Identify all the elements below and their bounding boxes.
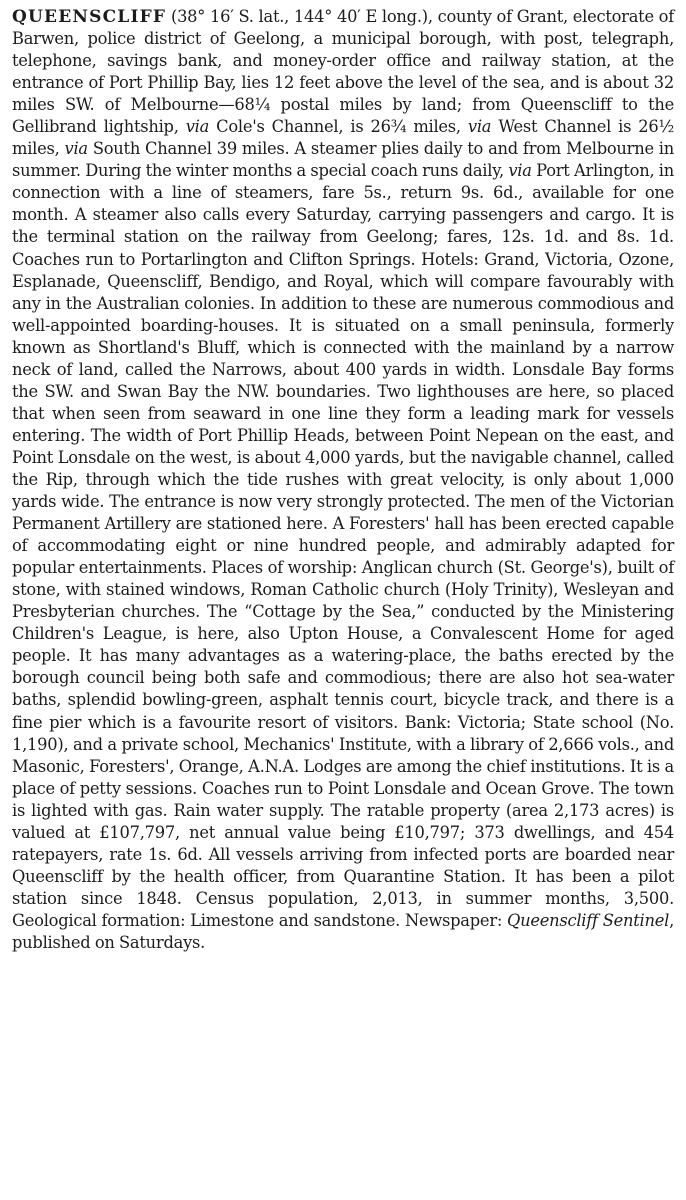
text-run: West Channel is 26½ miles, [12,117,675,159]
italic-text-run: via [64,139,88,159]
text-run: (38° 16′ S. lat., 144° 40′ E long.), county of Grant, electorate of Barwen, police district of Geelong, a municipal borough, with post, telegraph, telephone, savings bank, and money-order office and railway station, at the entrance of Port Phillip Bay, lies 12 feet above the level of the sea, and is about 32 miles SW. of Melbourne—68¼ postal miles by land; from Queenscliff to the Gellibrand lightship, [12,7,674,137]
italic-text-run: via [185,117,210,137]
entry-headword: QUEENSCLIFF [12,7,167,27]
text-run: South Channel 39 miles. A steamer plies daily to and from Melbourne in summer. During the winter months a special coach runs daily, [12,139,674,181]
italic-text-run: via [467,117,492,137]
gazetteer-entry [12,6,674,954]
italic-text-run: via [508,161,532,181]
text-run: Cole's Channel, is 26¾ miles, [209,117,468,137]
text-run: , published on Saturdays. [12,910,674,952]
text-run: Port Arlington, in connection with a line of steamers, fare 5s., return 9s. 6d., available for one month. A steamer also calls every Saturday, carrying passengers and cargo. It is the terminal station on the railway from Geelong; fares, 12s. 1d. and 8s. 1d. Coaches run to Portarlington and Clifton Springs. Hotels: Grand, Victoria, Ozone, Esplanade, Queenscliff, Bendigo, and Royal, which will compare favourably with any in the Australian colonies. In addition to these are numerous commodious and well-appointed boarding-houses. It is situated on a small peninsula, formerly known as Shortland's Bluff, which is connected with the mainland by a narrow neck of land, called the Narrows, about 400 yards in width. Lonsdale Bay forms the SW. and Swan Bay the NW. boundaries. Two lighthouses are here, so placed that when seen from seaward in one line they form a leading mark for vessels entering. The width of Port Phillip Heads, between Point Nepean on the east, and Point Lonsdale on the west, is about 4,000 yards, but the navigable channel, called the Rip, through which the tide rushes with great velocity, is only about 1,000 yards wide. The entrance is now very strongly protected. The men of the Victorian Permanent Artillery are stationed here. A Foresters' hall has been erected capable of accommodating eight or nine hundred people, and admirably adapted for popular entertainments. Places of worship: Anglican church (St. George's), built of stone, with stained windows, Roman Catholic church (Holy Trinity), Wesleyan and Presbyterian churches. The “Cottage by the Sea,” conducted by the Ministering Children's League, is here, also Upton House, a Convalescent Home for aged people. It has many advantages as a watering-place, the baths erected by the borough council being both safe and commodious; there are also hot sea-water baths, splendid bowling-green, asphalt tennis court, bicycle track, and there is a fine pier which is a favourite resort of visitors. Bank: Victoria; State school (No. 1,190), and a private school, Mechanics' Institute, with a library of 2,666 vols., and Masonic, Foresters', Orange, A.N.A. Lodges are among the chief institutions. It is a place of petty sessions. Coaches run to Point Lonsdale and Ocean Grove. The town is lighted with gas. Rain water supply. The ratable property (area 2,173 acres) is valued at £107,797, net annual value being £10,797; 373 dwellings, and 454 ratepayers, rate 1s. 6d. All vessels arriving from infected ports are boarded near Queenscliff by the health officer, from Quarantine Station. It has been a pilot station since 1848. Census population, 2,013, in summer months, 3,500. Geological formation: Limestone and sandstone. Newspaper: [12,161,674,930]
entry-body [12,7,674,952]
italic-text-run: Queenscliff Sentinel [507,910,670,930]
